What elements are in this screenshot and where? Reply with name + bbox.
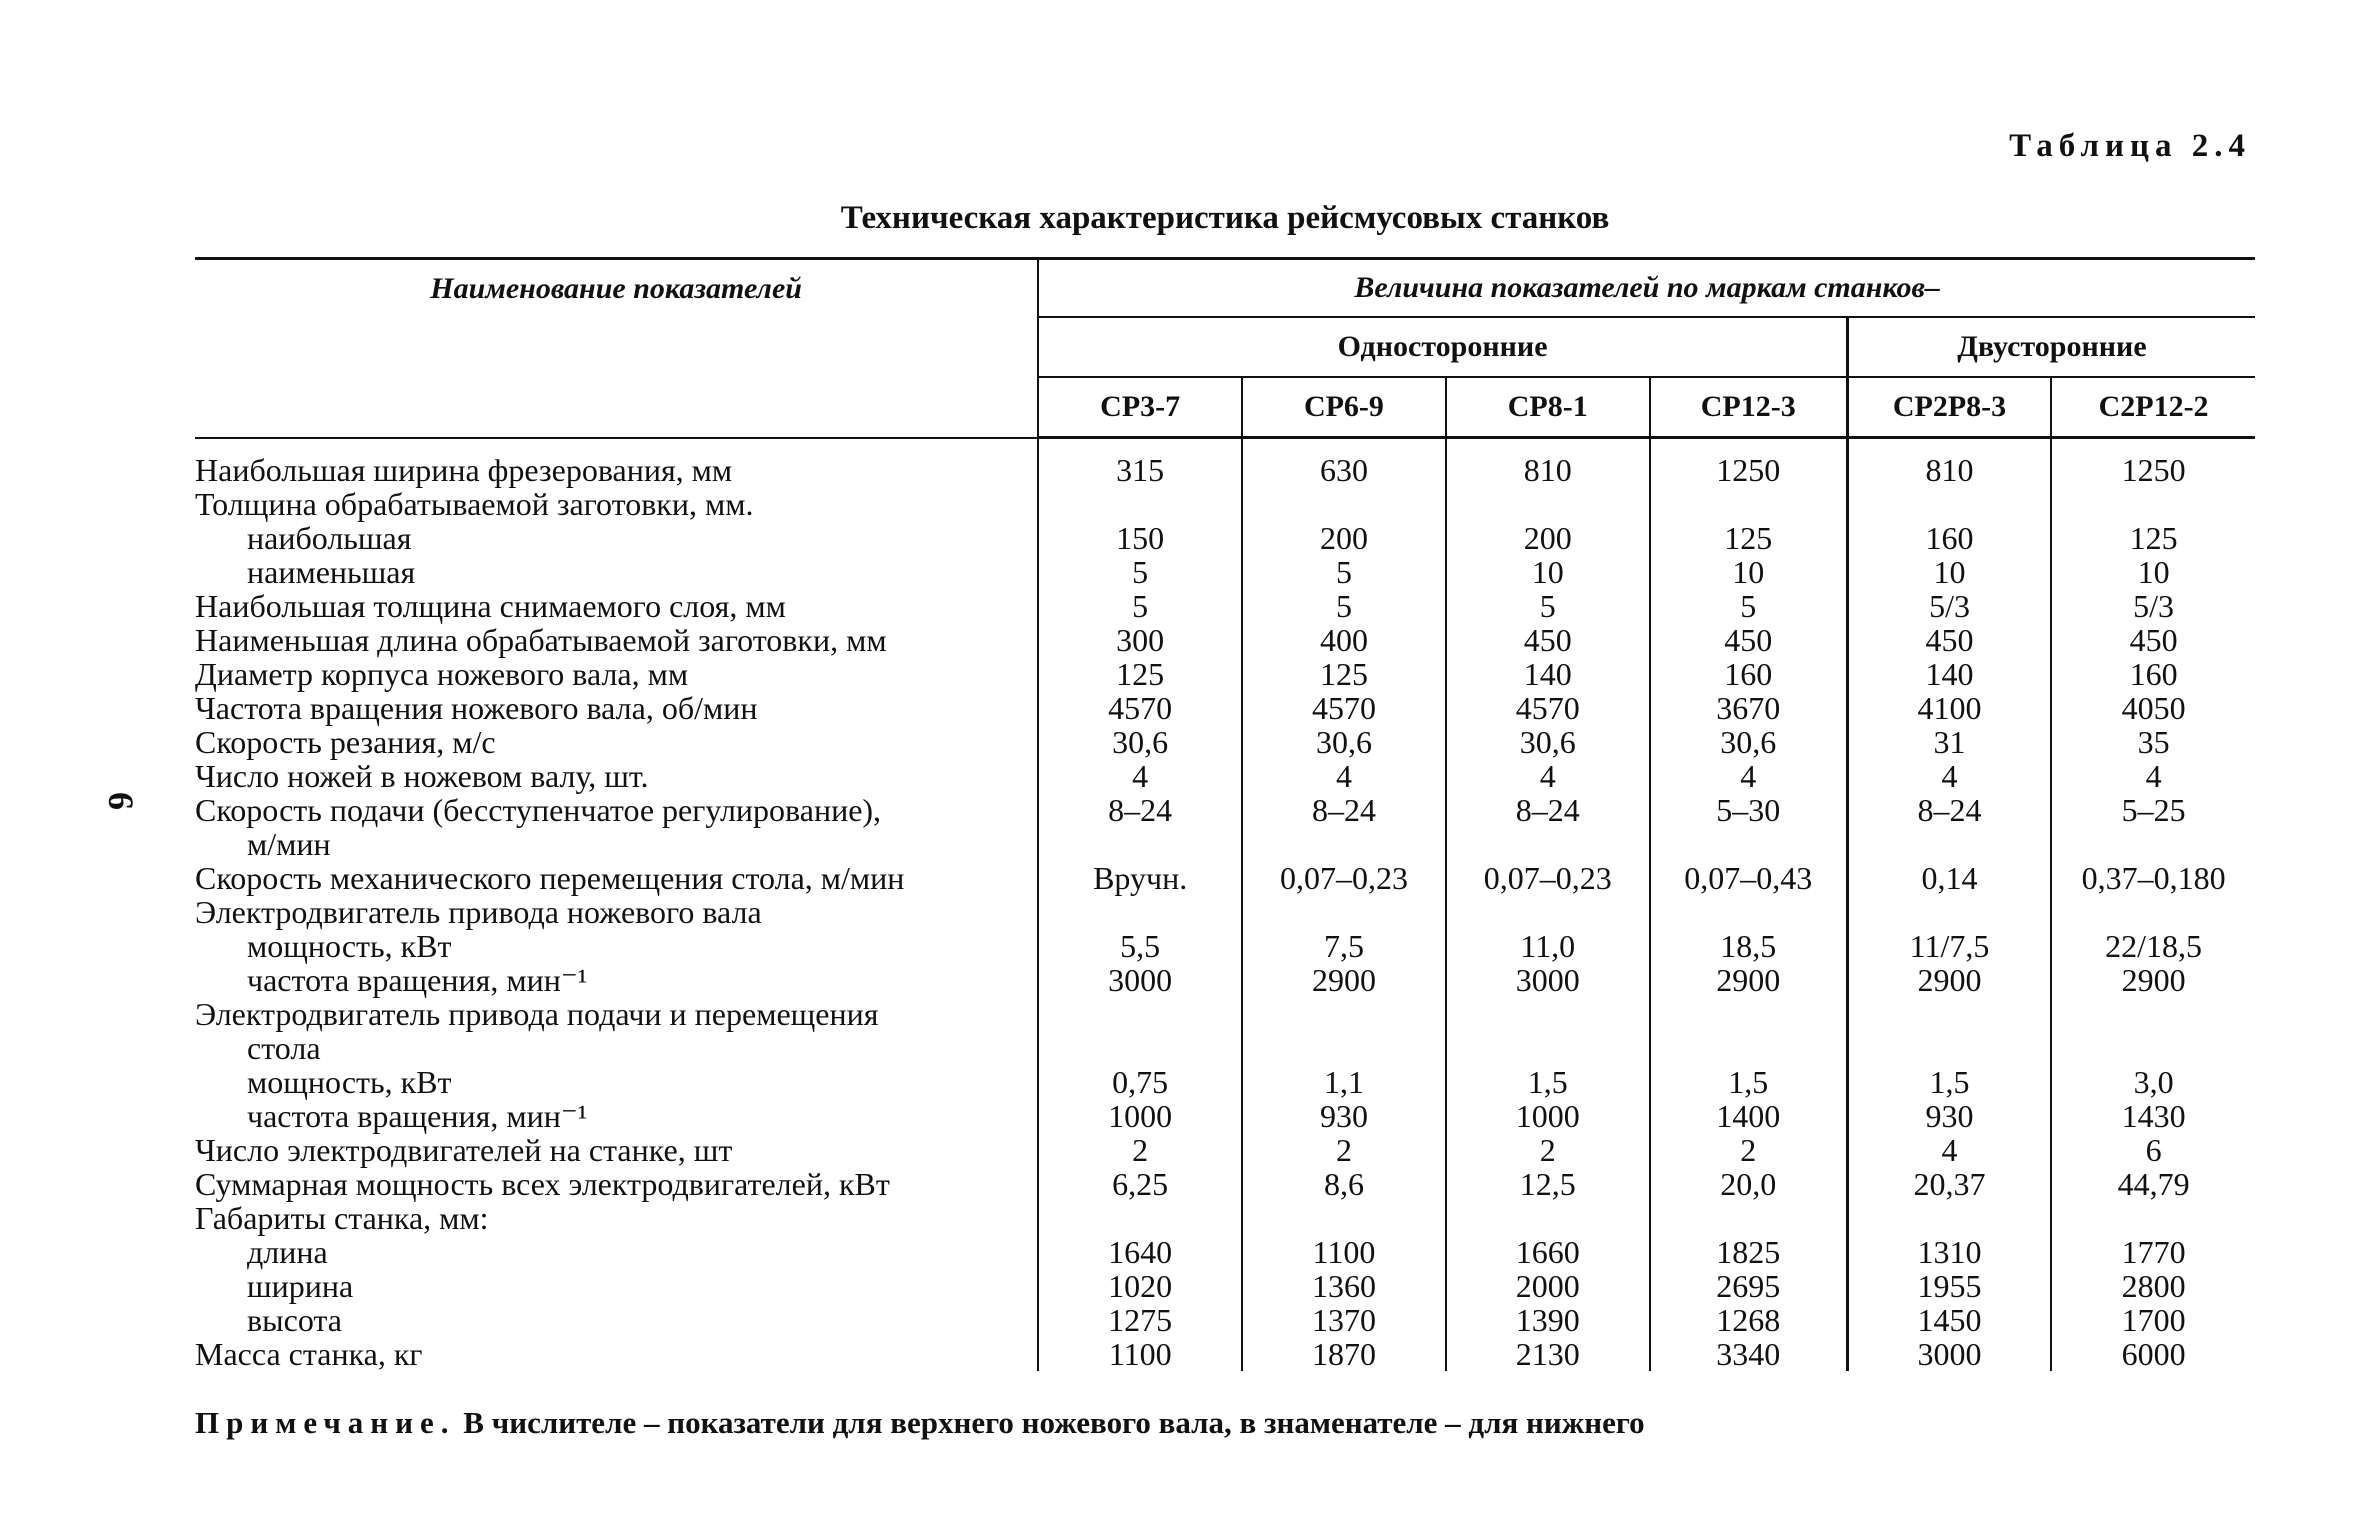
row-value: 5 [1446, 589, 1650, 623]
row-value [1242, 827, 1446, 861]
row-value [2051, 997, 2255, 1031]
row-label: Наибольшая ширина фрезерования, мм [195, 451, 733, 488]
row-value [1847, 997, 2051, 1031]
row-value: 5 [1038, 555, 1242, 589]
row-value [2051, 895, 2255, 929]
table-row [195, 861, 2255, 895]
row-value [2051, 1201, 2255, 1235]
row-value: 2900 [1847, 963, 2051, 997]
row-value: 4 [1847, 759, 2051, 793]
row-value: 0,75 [1038, 1065, 1242, 1099]
table-row [195, 963, 2255, 997]
table-row [195, 1201, 2255, 1235]
row-value [1038, 895, 1242, 929]
row-label: ширина [247, 1268, 354, 1304]
table-row [195, 1133, 2255, 1167]
row-value: 1400 [1650, 1099, 1848, 1133]
table-number: Таблица 2.4 [2009, 128, 2251, 164]
row-value: 8–24 [1847, 793, 2051, 827]
table-row [195, 1099, 2255, 1133]
row-value: 5/3 [2051, 589, 2255, 623]
row-value: 5,5 [1038, 929, 1242, 963]
row-value: 1275 [1038, 1303, 1242, 1337]
row-value [1446, 1201, 1650, 1235]
row-value: 31 [1847, 725, 2051, 759]
row-value: 3,0 [2051, 1065, 2255, 1099]
row-value [1446, 895, 1650, 929]
row-value: 1370 [1242, 1303, 1446, 1337]
row-value: 7,5 [1242, 929, 1446, 963]
row-label: Число электродвигателей на станке, шт [195, 1132, 733, 1168]
row-value [2051, 827, 2255, 861]
row-value [2051, 487, 2255, 521]
row-value [1446, 487, 1650, 521]
row-value: 630 [1242, 438, 1446, 488]
row-value: 3000 [1038, 963, 1242, 997]
row-value: 125 [2051, 521, 2255, 555]
row-value: 1770 [2051, 1235, 2255, 1269]
row-value: 5 [1650, 589, 1848, 623]
header-model: СР8-1 [1446, 377, 1650, 438]
row-value: 2 [1446, 1133, 1650, 1167]
row-value: 125 [1038, 657, 1242, 691]
table-row [195, 691, 2255, 725]
row-value: 10 [1650, 555, 1848, 589]
row-value: 30,6 [1038, 725, 1242, 759]
row-value [1847, 487, 2051, 521]
row-value: 140 [1446, 657, 1650, 691]
row-value: 810 [1446, 438, 1650, 488]
row-value [1847, 1031, 2051, 1065]
header-group-double: Двусторонние [1847, 317, 2255, 377]
row-value: 125 [1650, 521, 1848, 555]
row-value: 315 [1038, 438, 1242, 488]
row-value: 0,37–0,180 [2051, 861, 2255, 895]
row-value: 0,14 [1847, 861, 2051, 895]
row-value [1038, 1031, 1242, 1065]
row-value: 1000 [1038, 1099, 1242, 1133]
row-value: 1700 [2051, 1303, 2255, 1337]
table-row [195, 827, 2255, 861]
row-value: 20,0 [1650, 1167, 1848, 1201]
row-label: Электродвигатель привода ножевого вала [195, 894, 762, 930]
table-row [195, 895, 2255, 929]
row-value: 10 [2051, 555, 2255, 589]
header-group-single: Односторонние [1038, 317, 1847, 377]
row-value: 0,07–0,23 [1446, 861, 1650, 895]
row-value: 6,25 [1038, 1167, 1242, 1201]
row-value: 400 [1242, 623, 1446, 657]
table-row [195, 1167, 2255, 1201]
table-row [195, 589, 2255, 623]
row-value [1446, 827, 1650, 861]
row-value: 2695 [1650, 1269, 1848, 1303]
row-value: 4050 [2051, 691, 2255, 725]
row-label: высота [247, 1302, 342, 1338]
row-value: 0,07–0,23 [1242, 861, 1446, 895]
row-value [1650, 1201, 1848, 1235]
row-value [1650, 895, 1848, 929]
row-label: Наименьшая длина обрабатываемой заготовки, мм [195, 622, 887, 658]
row-value: 1640 [1038, 1235, 1242, 1269]
table-row [195, 1269, 2255, 1303]
row-value: 160 [2051, 657, 2255, 691]
row-value [1446, 1031, 1650, 1065]
row-value: 8–24 [1038, 793, 1242, 827]
row-label: Скорость резания, м/с [195, 724, 496, 760]
spec-table [195, 257, 2255, 1371]
row-label: частота вращения, мин⁻¹ [247, 1098, 588, 1134]
row-value: 450 [2051, 623, 2255, 657]
header-values-column: Величина показателей по маркам станков– [1038, 259, 2255, 318]
row-label: длина [247, 1234, 328, 1270]
row-value [1847, 895, 2051, 929]
row-value [1446, 997, 1650, 1031]
row-value: 2 [1242, 1133, 1446, 1167]
row-value: 10 [1847, 555, 2051, 589]
row-value: 450 [1847, 623, 2051, 657]
row-value: 930 [1242, 1099, 1446, 1133]
row-value: 200 [1242, 521, 1446, 555]
row-label: Толщина обрабатываемой заготовки, мм. [195, 486, 754, 522]
table-note [195, 1405, 1645, 1441]
row-label: Суммарная мощность всех электродвигателей, кВт [195, 1166, 890, 1202]
row-value [1650, 487, 1848, 521]
row-value: 2130 [1446, 1337, 1650, 1371]
row-value: 2900 [2051, 963, 2255, 997]
row-value: 1250 [2051, 438, 2255, 488]
row-value: 4 [1650, 759, 1848, 793]
row-label: Наибольшая толщина снимаемого слоя, мм [195, 588, 786, 624]
row-label: Частота вращения ножевого вала, об/мин [195, 690, 758, 726]
row-value: 11,0 [1446, 929, 1650, 963]
row-value: 1250 [1650, 438, 1848, 488]
table-row [195, 1065, 2255, 1099]
row-value: 4 [2051, 759, 2255, 793]
row-value: 1,5 [1847, 1065, 2051, 1099]
table-row [195, 1031, 2255, 1065]
table-row [195, 1235, 2255, 1269]
row-value [1242, 997, 1446, 1031]
row-value: 160 [1650, 657, 1848, 691]
page-number: 6 [101, 792, 141, 810]
table-row [195, 521, 2255, 555]
row-value: 30,6 [1242, 725, 1446, 759]
table-row [195, 793, 2255, 827]
row-value: 1,5 [1650, 1065, 1848, 1099]
row-value [1242, 1201, 1446, 1235]
row-value: 160 [1847, 521, 2051, 555]
row-value: 5 [1242, 555, 1446, 589]
row-value: 20,37 [1847, 1167, 2051, 1201]
note-head: Примечание. [195, 1405, 456, 1440]
row-value [2051, 1031, 2255, 1065]
header-name-column: Наименование показателей [195, 259, 1038, 438]
row-value: 4 [1847, 1133, 2051, 1167]
row-value [1847, 1201, 2051, 1235]
row-value: 140 [1847, 657, 2051, 691]
table-row [195, 1303, 2255, 1337]
row-value: 930 [1847, 1099, 2051, 1133]
row-value: 1,1 [1242, 1065, 1446, 1099]
row-value [1847, 827, 2051, 861]
table-row [195, 555, 2255, 589]
row-label: частота вращения, мин⁻¹ [247, 962, 588, 998]
table-title: Техническая характеристика рейсмусовых станков [840, 200, 1610, 236]
row-label: Число ножей в ножевом валу, шт. [195, 758, 649, 794]
row-label: Скорость подачи (бесступенчатое регулирование), [195, 792, 882, 828]
row-value: 4 [1446, 759, 1650, 793]
table-row [195, 438, 2255, 488]
row-value: 3670 [1650, 691, 1848, 725]
row-label: Габариты станка, мм: [195, 1200, 489, 1236]
row-value: 810 [1847, 438, 2051, 488]
row-label: наибольшая [247, 520, 412, 556]
table-row [195, 657, 2255, 691]
table-row [195, 929, 2255, 963]
row-value: 2 [1650, 1133, 1848, 1167]
row-value: 22/18,5 [2051, 929, 2255, 963]
row-value: 300 [1038, 623, 1242, 657]
row-value [1650, 827, 1848, 861]
header-model: СР12-3 [1650, 377, 1848, 438]
row-value [1038, 487, 1242, 521]
row-value: 450 [1650, 623, 1848, 657]
row-value: 5 [1242, 589, 1446, 623]
table-row [195, 997, 2255, 1031]
row-value: 1100 [1038, 1337, 1242, 1371]
row-label: Скорость механического перемещения стола, м/мин [195, 860, 905, 896]
row-value: 1955 [1847, 1269, 2051, 1303]
row-value: 1390 [1446, 1303, 1650, 1337]
table-row [195, 725, 2255, 759]
row-value: 1450 [1847, 1303, 2051, 1337]
row-value: 125 [1242, 657, 1446, 691]
row-value: 4 [1038, 759, 1242, 793]
row-label: Электродвигатель привода подачи и перемещения [195, 996, 879, 1032]
row-value [1242, 895, 1446, 929]
row-value: 2 [1038, 1133, 1242, 1167]
row-value: 5–25 [2051, 793, 2255, 827]
note-text: В числителе – показатели для верхнего ножевого вала, в знаменателе – для нижнего [455, 1405, 1645, 1440]
row-value: 8–24 [1446, 793, 1650, 827]
row-label: Масса станка, кг [195, 1336, 423, 1372]
row-value: 2800 [2051, 1269, 2255, 1303]
row-value: 2900 [1242, 963, 1446, 997]
row-label: мощность, кВт [247, 1064, 452, 1100]
row-value: 8–24 [1242, 793, 1446, 827]
row-value: 8,6 [1242, 1167, 1446, 1201]
table-row [195, 487, 2255, 521]
row-value: 1430 [2051, 1099, 2255, 1133]
row-label: наименьшая [247, 554, 416, 590]
row-value: 200 [1446, 521, 1650, 555]
table-row [195, 623, 2255, 657]
row-value: 11/7,5 [1847, 929, 2051, 963]
row-value: 1,5 [1446, 1065, 1650, 1099]
row-value: 18,5 [1650, 929, 1848, 963]
row-value: 150 [1038, 521, 1242, 555]
row-value: 4100 [1847, 691, 2051, 725]
row-value: 3000 [1847, 1337, 2051, 1371]
row-value: 4 [1242, 759, 1446, 793]
row-value [1038, 827, 1242, 861]
table-row [195, 759, 2255, 793]
header-model: СР2Р8-3 [1847, 377, 2051, 438]
row-label: стола [247, 1030, 321, 1066]
row-value: 2900 [1650, 963, 1848, 997]
row-value [1242, 1031, 1446, 1065]
row-value: 3000 [1446, 963, 1650, 997]
row-value: 1360 [1242, 1269, 1446, 1303]
row-value: 3340 [1650, 1337, 1848, 1371]
row-value: 35 [2051, 725, 2255, 759]
row-label: Диаметр корпуса ножевого вала, мм [195, 656, 689, 692]
row-value: 4570 [1038, 691, 1242, 725]
row-value: 30,6 [1446, 725, 1650, 759]
row-label: мощность, кВт [247, 928, 452, 964]
row-value: 2000 [1446, 1269, 1650, 1303]
row-value [1038, 997, 1242, 1031]
row-value [1038, 1201, 1242, 1235]
row-value: 1310 [1847, 1235, 2051, 1269]
row-value: 4570 [1242, 691, 1446, 725]
row-value: 450 [1446, 623, 1650, 657]
row-value: 1870 [1242, 1337, 1446, 1371]
row-value: 5–30 [1650, 793, 1848, 827]
row-value [1650, 997, 1848, 1031]
row-value [1650, 1031, 1848, 1065]
row-value: 5 [1038, 589, 1242, 623]
row-value [1242, 487, 1446, 521]
row-value: 44,79 [2051, 1167, 2255, 1201]
row-value: 10 [1446, 555, 1650, 589]
row-value: 6 [2051, 1133, 2255, 1167]
row-value: 5/3 [1847, 589, 2051, 623]
row-value: 1825 [1650, 1235, 1848, 1269]
row-value: 1000 [1446, 1099, 1650, 1133]
header-model: СР6-9 [1242, 377, 1446, 438]
row-label: м/мин [247, 826, 331, 862]
row-value: 30,6 [1650, 725, 1848, 759]
row-value: 1660 [1446, 1235, 1650, 1269]
row-value: 0,07–0,43 [1650, 861, 1848, 895]
row-value: 1100 [1242, 1235, 1446, 1269]
row-value: 4570 [1446, 691, 1650, 725]
row-value: 1268 [1650, 1303, 1848, 1337]
header-model: СР3-7 [1038, 377, 1242, 438]
row-value: 12,5 [1446, 1167, 1650, 1201]
row-value: 1020 [1038, 1269, 1242, 1303]
row-value: Вручн. [1038, 861, 1242, 895]
table-row [195, 1337, 2255, 1371]
row-value: 6000 [2051, 1337, 2255, 1371]
header-model: С2Р12-2 [2051, 377, 2255, 438]
